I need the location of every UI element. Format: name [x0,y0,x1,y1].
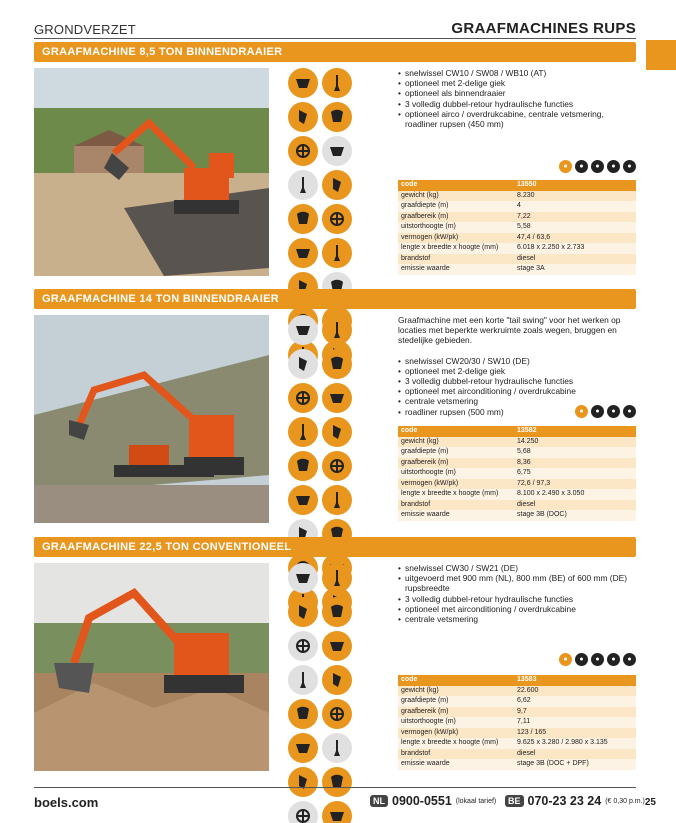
auger-icon [322,204,352,234]
section-14-ton [34,289,636,529]
crusher-icon [288,451,318,481]
ditch-bucket-icon [322,485,352,515]
table-row [398,201,636,212]
table-row [398,479,636,490]
spec-value: diesel [514,749,636,760]
phone-be [505,794,645,808]
be-flag-badge: BE [505,795,524,807]
spec-value: 9,7 [514,707,636,718]
page-number: 25 [644,797,656,808]
shoe-icon: ● [607,405,620,418]
section-title: GRAAFMACHINE 8,5 TON BINNENDRAAIER [34,42,636,62]
footer-divider [34,787,636,788]
spec-label: vermogen (kW/pk) [398,233,514,244]
nl-flag-badge: NL [370,795,388,807]
excavator-photo [34,563,269,771]
feature-item: • roadliner rupsen (500 mm) [398,407,638,417]
spec-value: 4 [514,201,636,212]
spec-value: 47,4 / 63,6 [514,233,636,244]
be-phone-note: (€ 0,30 p.m.) [605,797,645,805]
shoe-icon: ● [591,160,604,173]
tiltrotator-icon [322,631,352,661]
nl-phone-number: 0900-0551 [392,794,452,808]
section-8-5-ton [34,42,636,282]
breaker-icon [322,315,352,345]
be-phone-number: 070-23 23 24 [527,794,602,808]
spec-value: 6.018 x 2.250 x 2.733 [514,243,636,254]
feature-item: • snelwissel CW10 / SW08 / WB10 (AT) [398,68,638,78]
magnet-icon [322,801,352,823]
feature-item: • optioneel met airconditioning / overdrukcabine [398,386,638,396]
table-row [398,458,636,469]
category-label: GRONDVERZET [34,22,136,37]
ripper-icon [288,102,318,132]
clamshell-icon [322,417,352,447]
spec-value: 7,11 [514,717,636,728]
breaker-icon [322,563,352,593]
table-row [398,243,636,254]
fuel-icon: ● [623,653,636,666]
spec-value: 9.625 x 3.280 / 2.980 x 3.135 [514,738,636,749]
ripper-icon [288,597,318,627]
rake-icon [288,733,318,763]
ripper-icon [288,349,318,379]
table-row [398,759,636,770]
trench-icon [288,801,318,823]
feature-item: • optioneel met airconditioning / overdrukcabine [398,604,638,614]
feature-item: • snelwissel CW20/30 / SW10 (DE) [398,356,638,366]
feature-item: • 3 volledig dubbel-retour hydraulische functies [398,99,638,109]
feature-item: • optioneel als binnendraaier [398,88,638,98]
screen-bucket-icon [322,767,352,797]
website-link[interactable]: boels.com [34,795,99,810]
spec-value: 8,36 [514,458,636,469]
table-row [398,728,636,739]
table-row [398,426,636,437]
spec-label: lengte x breedte x hoogte (mm) [398,489,514,500]
sorting-grab-icon [288,631,318,661]
section-22-5-ton [34,537,636,777]
table-row [398,489,636,500]
section-intro: Graafmachine met een korte "tail swing" voor het werken op locaties met beperkte werkruimte zoals wegen, bruggen en stedelijke gebieden. [398,315,621,346]
spec-value: 6,62 [514,696,636,707]
spec-label: vermogen (kW/pk) [398,728,514,739]
sorting-grab-icon [288,136,318,166]
table-row [398,696,636,707]
grab-icon [322,102,352,132]
spec-value: diesel [514,254,636,265]
spec-value: stage 3B (DOC + DPF) [514,759,636,770]
section-title: GRAAFMACHINE 14 TON BINNENDRAAIER [34,289,636,309]
spec-value: 6,75 [514,468,636,479]
spec-label: code [398,180,514,191]
spec-table [398,180,636,275]
table-row [398,437,636,448]
table-row [398,717,636,728]
spec-value: 13550 [514,180,636,191]
table-row [398,264,636,275]
spec-label: vermogen (kW/pk) [398,479,514,490]
spec-label: graafdiepte (m) [398,447,514,458]
spec-label: gewicht (kg) [398,191,514,202]
gear-icon: ● [623,405,636,418]
spec-label: gewicht (kg) [398,686,514,697]
spec-label: code [398,426,514,437]
feature-item: • optioneel met 2-delige giek [398,366,638,376]
spec-value: stage 3B (DOC) [514,510,636,521]
feature-list [398,563,638,624]
sorting-grab-icon [288,383,318,413]
table-row [398,447,636,458]
nl-phone-note: (lokaal tarief) [455,797,497,805]
table-row [398,212,636,223]
demolition-icon [288,665,318,695]
feature-item: • snelwissel CW30 / SW21 (DE) [398,563,638,573]
spec-label: graafbereik (m) [398,458,514,469]
table-row [398,233,636,244]
table-row [398,500,636,511]
table-row [398,222,636,233]
spec-label: lengte x breedte x hoogte (mm) [398,243,514,254]
feature-item: • uitgevoerd met 900 mm (NL), 800 mm (BE) of 600 mm (DE) rupsbreedte [398,573,638,593]
spec-value: 13583 [514,675,636,686]
spec-table [398,675,636,770]
excavator-photo [34,315,269,523]
spec-label: graafdiepte (m) [398,696,514,707]
spec-icons [575,405,636,418]
table-row [398,180,636,191]
clamshell-icon [322,170,352,200]
auger-icon [322,699,352,729]
spec-value: 8.230 [514,191,636,202]
spec-icons [559,160,636,173]
gear-icon: ● [607,653,620,666]
table-row [398,686,636,697]
gear-icon: ● [607,160,620,173]
wheel-icon: ● [575,405,588,418]
shoe-icon: ● [591,653,604,666]
section-title: GRAAFMACHINE 22,5 TON CONVENTIONEEL [34,537,636,557]
table-row [398,675,636,686]
feature-item: • optioneel airco / overdrukcabine, centrale vetsmering, roadliner rupsen (450 mm) [398,109,638,129]
ditch-bucket-icon [322,733,352,763]
spec-label: emissie waarde [398,759,514,770]
demolition-icon [288,417,318,447]
grab-icon [322,349,352,379]
tiltrotator-icon [322,383,352,413]
spec-label: brandstof [398,254,514,265]
rake-icon [288,238,318,268]
breaker-icon [322,68,352,98]
bucket-icon [288,315,318,345]
rake-icon [288,485,318,515]
spec-label: uitstorthoogte (m) [398,717,514,728]
spec-value: stage 3A [514,264,636,275]
bucket-icon [288,68,318,98]
wheel-icon: ● [559,653,572,666]
bucket-icon [288,563,318,593]
attachment-icons [288,563,354,823]
spec-label: uitstorthoogte (m) [398,468,514,479]
header-divider [34,38,636,39]
spec-label: graafbereik (m) [398,707,514,718]
spec-table [398,426,636,521]
spec-value: 14.250 [514,437,636,448]
plug-icon: ● [575,653,588,666]
spec-value: 7,22 [514,212,636,223]
feature-list [398,315,638,417]
plug-icon: ● [575,160,588,173]
auger-icon [322,451,352,481]
table-row [398,468,636,479]
feature-item: • centrale vetsmering [398,396,638,406]
spec-value: 5,68 [514,447,636,458]
tiltrotator-icon [322,136,352,166]
spec-value: 8.100 x 2.490 x 3.050 [514,489,636,500]
table-row [398,254,636,265]
clamshell-icon [322,665,352,695]
feature-item: • centrale vetsmering [398,614,638,624]
spec-label: code [398,675,514,686]
spec-label: gewicht (kg) [398,437,514,448]
spec-value: 13582 [514,426,636,437]
phone-nl [370,794,496,808]
table-row [398,738,636,749]
spec-value: 5,58 [514,222,636,233]
crusher-icon [288,699,318,729]
feature-item: • optioneel met 2-delige giek [398,78,638,88]
spec-label: uitstorthoogte (m) [398,222,514,233]
spec-value: diesel [514,500,636,511]
plug-icon: ● [591,405,604,418]
side-tab-marker [646,40,676,70]
spec-value: 22.600 [514,686,636,697]
page-title: GRAAFMACHINES RUPS [451,20,636,37]
spec-value: 123 / 165 [514,728,636,739]
spec-label: graafdiepte (m) [398,201,514,212]
ditch-bucket-icon [322,238,352,268]
excavator-photo [34,68,269,276]
table-row [398,191,636,202]
table-row [398,749,636,760]
fuel-icon: ● [623,160,636,173]
table-row [398,707,636,718]
spec-icons [559,653,636,666]
spec-label: brandstof [398,500,514,511]
demolition-icon [288,170,318,200]
mower-icon [288,767,318,797]
spec-label: lengte x breedte x hoogte (mm) [398,738,514,749]
feature-item: • 3 volledig dubbel-retour hydraulische functies [398,594,638,604]
spec-label: emissie waarde [398,510,514,521]
crusher-icon [288,204,318,234]
wheel-icon: ● [559,160,572,173]
spec-label: graafbereik (m) [398,212,514,223]
spec-label: emissie waarde [398,264,514,275]
grab-icon [322,597,352,627]
table-row [398,510,636,521]
spec-label: brandstof [398,749,514,760]
feature-item: • 3 volledig dubbel-retour hydraulische functies [398,376,638,386]
spec-value: 72,6 / 97,3 [514,479,636,490]
feature-list [398,68,638,129]
